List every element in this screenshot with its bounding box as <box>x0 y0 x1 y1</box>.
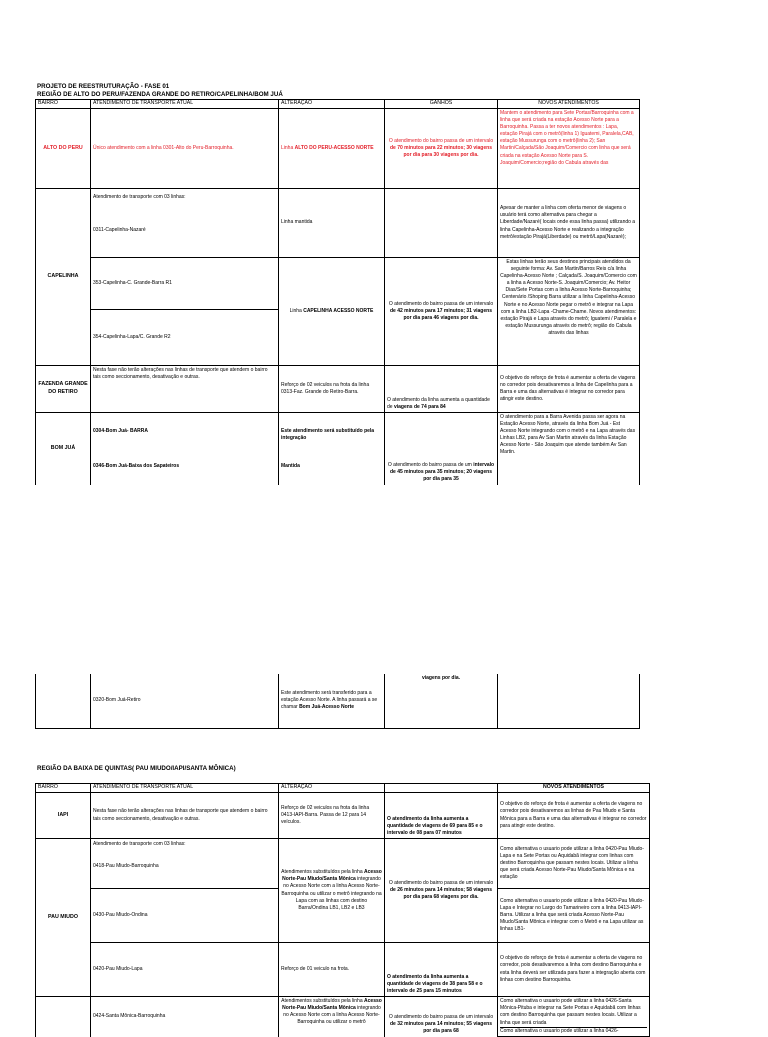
atual-bomjua <box>91 413 279 485</box>
line-0418: 0418-Pau Miudo-Barroquinha <box>93 862 159 869</box>
ganhos-iapi: O atendimento da linha aumenta a quantidade de viagens de 69 para 85 e o intervalo de 08 para 07 minutos <box>385 793 498 839</box>
alteracao-0320: Este atendimento será transferido para a estação Acesso Norte. A linha passará a se chamar Bom Juá-Acesso Norte <box>279 674 385 728</box>
r2-header-atual: ATENDIMENTO DE TRANSPORTE ATUAL <box>91 784 279 793</box>
alteracao-santamonica: Atendimentos substituídos pela linha Acesso Norte-Pau Miudo/Santa Mônica integrando no Acesso Norte com a linha Acesso Norte-Barroquinha ou utilizar o metrô <box>279 997 385 1037</box>
novos-bomjua: O atendimento para a Barra Avenida passa ser agora na Estação Acesso Norte, através da linha Bom Juá - Est Acesso Norte integrando com o metrô e na Lapa através das Linhas LB2, para Av San Martin através da linha Estação Acesso Norte - São Joaquim que atende também Av San Martin. <box>498 413 640 485</box>
ganhos-cont: viagens por dia. <box>385 674 498 728</box>
col-header-ganhos: GANHOS <box>385 100 498 109</box>
bairro-iapi: IAPI <box>36 793 91 839</box>
row-santamonica-1 <box>36 997 650 1037</box>
line-0424: 0424-Santa Mônica-Barroquinha <box>91 997 279 1037</box>
r2-header-bairro: BAIRRO <box>36 784 91 793</box>
alteracao-paumiudo-2: Reforço de 01 veiculo na frota. <box>279 943 385 997</box>
r2-header-novos: NOVOS ATENDIMENTOS <box>498 784 650 793</box>
alteracao-paumiudo-1: Atendimentos substituídos pela linha Acesso Norte-Pau Miudo/Santa Mônica integrando no Acesso Norte com a linha Acesso Norte-Barroquinha ou utilizar o metrô integrando na Lapa com as linhas com destino Barra/Ondina LB1, LB2 e LB3 <box>279 839 385 943</box>
alteracao-alto: Linha ALTO DO PERU-ACESSO NORTE <box>279 109 385 189</box>
atual-fazenda: Nesta fase não terão alterações nas linhas de transporte que atendem o bairro tais como seccionamento, desativação e outras. <box>91 366 279 413</box>
atual-capelinha-1 <box>91 189 279 258</box>
region2-title: REGIÃO DA BAIXA DE QUINTAS( PAU MIUDO/IAPI/SANTA MÔNICA) <box>37 765 236 772</box>
project-title: PROJETO DE REESTRUTURAÇÃO - FASE 01 <box>37 83 170 90</box>
bairro-bomjua: BOM JUÁ <box>36 413 91 485</box>
line-0430: 0430-Pau Miudo-Ondina <box>91 889 279 943</box>
project-table <box>35 99 640 485</box>
region2-table <box>35 783 650 1037</box>
row-bomjua-cont <box>36 674 640 728</box>
atual-alto: Único atendimento com a linha 0301-Alto do Peru-Barroquinha. <box>91 109 279 189</box>
alteracao-iapi: Reforço de 02 veiculos na frota da linha 0413-IAPI-Barra. Passa de 12 para 14 veículos. <box>279 793 385 839</box>
ganhos-fazenda: O atendimento da linha aumenta a quantidade de viagens de 74 para 84 <box>385 366 498 413</box>
atual-iapi: Nesta fase não terão alterações nas linhas de transporte que atendem o bairro tais como seccionamento, desativação e outras. <box>91 793 279 839</box>
row-capelinha-2 <box>36 258 640 310</box>
bairro-paumiudo: PAU MIUDO <box>36 839 91 997</box>
ganhos-paumiudo-1: O atendimento do bairro passa de um intervalo de 26 minutos para 14 minutos; 58 viagens por dia para 68 viagens por dia. <box>385 839 498 943</box>
bairro-capelinha: CAPELINHA <box>36 189 91 366</box>
bairro-fazenda: FAZENDA GRANDE DO RETIRO <box>36 366 91 413</box>
ganhos-capelinha: O atendimento do bairro passa de um intervalo de 42 minutos para 17 minutos; 31 viagens por dia para 46 viagens por dia. <box>385 258 498 366</box>
row-capelinha-1 <box>36 189 640 258</box>
capelinha-intro: Atendimento de transporte com 03 linhas: <box>93 193 186 200</box>
col-header-bairro: BAIRRO <box>36 100 91 109</box>
novos-capelinha-2: Estas linhas terão seus destinos principais atendidos da seguinte forma: Av. San Martin/Barros Reis c/a linha Capelinha-Acesso Norte ; Calçada/S. Joaquim/Comercio com a linha a Acesso Norte-S. Joaquim/Comercio; Av. Heitor Dias/Sete Portas com a linha Acesso Norte-Barroquinha; Centenário /Shoping Barra utilizar a linha Capelinha-Acesso Norte e no Acesso Norte pegar o metrô e integrar na Lapa com a linha LB2-Lapa -Chame-Chame. Novos atendimentos: estação Pirajá e Lapa através do metrô; Iguatemi / Paralela e estação Mussurunga através do metrô; região do Cabula através das linhas <box>498 258 640 366</box>
alteracao-fazenda: Reforço de 02 veiculos na frota da linha 0313-Faz. Grande do Retiro-Barra. <box>279 366 385 413</box>
line-353: 353-Capelinha-C. Grande-Barra R1 <box>91 258 279 310</box>
r2-header-ganhos <box>385 784 498 793</box>
alteracao-bomjua: Este atendimento será substituído pela integração Mantida <box>279 413 385 485</box>
r2-header-alteracao: ALTERAÇÃO <box>279 784 385 793</box>
row-iapi <box>36 793 650 839</box>
row-alto-do-peru <box>36 109 640 189</box>
ganhos-santamonica: O atendimento do bairro passa de um intervalo de 32 minutos para 14 minutos; 55 viagens por dia para 68 <box>385 997 498 1037</box>
novos-paumiudo-1: Como alternativa o usuario pode utilizar a linha 0420-Pau Miudo-Lapa e na Sete Portas ou Aquidabã integrar com linhas com destino Barroquinha que passam nestes locais. Utilizar a linha que será criada Acesso Norte-Pau Miudo/Santa Mônica e na estação <box>498 839 650 889</box>
row-paumiudo-3 <box>36 943 650 997</box>
col-header-atual: ATENDIMENTO DE TRANSPORTE ATUAL <box>91 100 279 109</box>
line-0304: 0304-Bom Juá- BARRA <box>93 427 149 434</box>
line-0320: 0320-Bom Juá-Retiro <box>91 674 279 728</box>
alteracao-capelinha-1: Linha mantida <box>279 189 385 258</box>
novos-paumiudo-3: O objetivo do reforço de frota é aumentar a oferta de viagens no corredor, pois desativaremos a linha com destino Barroquinha e esta linha deverá ser utilizada para fazer a integração aberta com linhas com destino Barroquinha. <box>498 943 650 997</box>
row-fazenda <box>36 366 640 413</box>
row-bomjua <box>36 413 640 485</box>
line-0420: 0420-Pau Miudo-Lapa <box>91 943 279 997</box>
atual-paumiudo-1 <box>91 839 279 889</box>
novos-santamonica-1: Como alternativa o usuario pode utilizar a linha 0426-Santa Mônica-Pituba e integrar na Sete Portas e Aquidabã com linhas com destino Barroquinha que passam nestes locais. Utilizar a linha que será criada Como alternativa o usuario pode utilizar a linha 0426- <box>498 997 650 1037</box>
novos-iapi: O objetivo do reforço de frota é aumentar a oferta de viagens no corredor pois desativaremos as linhas de Pau Miudo e Santa Mônica para a Barra e uma das alternativas é integrar no corredor para atingir este destino. <box>498 793 650 839</box>
col-header-novos: NOVOS ATENDIMENTOS <box>498 100 640 109</box>
novos-paumiudo-2: Como alternativa o usuario pode utilizar a linha 0420-Pau Miudo-Lapa e Integrar no Largo do Tamarineiro com a linha 0413-IAPI-Barra. Utilizar a linha que será criada Acesso Norte-Pau Miudo/Santa Mônica e integrar com o Metrô e na Lapa utilizar as linhas LB1- <box>498 889 650 943</box>
project-table-continuation <box>35 674 640 729</box>
paumiudo-intro: Atendimento de transporte com 03 linhas: <box>93 841 186 848</box>
ganhos-alto: O atendimento do bairro passa de um intervalo de 70 minutos para 22 minutos; 30 viagens por dia para 30 viagens por dia. <box>385 109 498 189</box>
line-354: 354-Capelinha-Lapa/C. Grande R2 <box>91 310 279 366</box>
row-paumiudo-1 <box>36 839 650 889</box>
col-header-alteracao: ALTERAÇÃO <box>279 100 385 109</box>
novos-fazenda: O objetivo do reforço de frota é aumentar a oferta de viagens no corredor pois desativaremos a linha de Capelinha para a Barra e uma das alternativas é integrar no corredor para atingir este destino. <box>498 366 640 413</box>
novos-alto: Mantem o atendimento para Sete Portas/Barroquinha com a linha que será criada na estação Acesso Norte para a Barroquinha. Passa a ter novos atendimentos : Lapa, estação Pirajá com o metrô(linha 1) Iguatemi, Paralela,CAB, estação Mussurunga com o metrô(linha 2); San Martin/Calçada/São Joaquim/Comercio com linha que será criada na estação Acesso Norte para S. Joaquim/Comercio;região do Cabula através das <box>498 109 640 189</box>
region-title: REGIÃO DE ALTO DO PERU/FAZENDA GRANDE DO RETIRO/CAPELINHA/BOM JUÁ <box>37 91 283 98</box>
novos-capelinha-1: Apesar de manter a linha com oferta menor de viagens o usuário terá como alternativa para chegar a Liberdade/Nazaré( locais onde essa linha passa) utilizando a linha Capelinha-Acesso Norte e realizando a integração metrô/estação Pirajá(Liberdade) ou metrô/Lapa(Nazaré); <box>498 189 640 258</box>
line-0311: 0311-Capelinha-Nazaré <box>93 227 146 233</box>
alteracao-capelinha-2: Linha CAPELINHA ACESSO NORTE <box>279 258 385 366</box>
ganhos-capelinha-empty <box>385 189 498 258</box>
line-0346: 0346-Bom Juá-Baixa dos Sapateiros <box>93 462 180 469</box>
bairro-alto-do-peru: ALTO DO PERU <box>36 109 91 189</box>
ganhos-bomjua: O atendimento do bairro passa de um intervalo de 45 minutos para 35 minutos; 20 viagens por dia para 35 <box>385 413 498 485</box>
ganhos-paumiudo-2: O atendimento da linha aumenta a quantidade de viagens de 38 para 58 e o intervalo de 25 para 15 minutos <box>385 943 498 997</box>
